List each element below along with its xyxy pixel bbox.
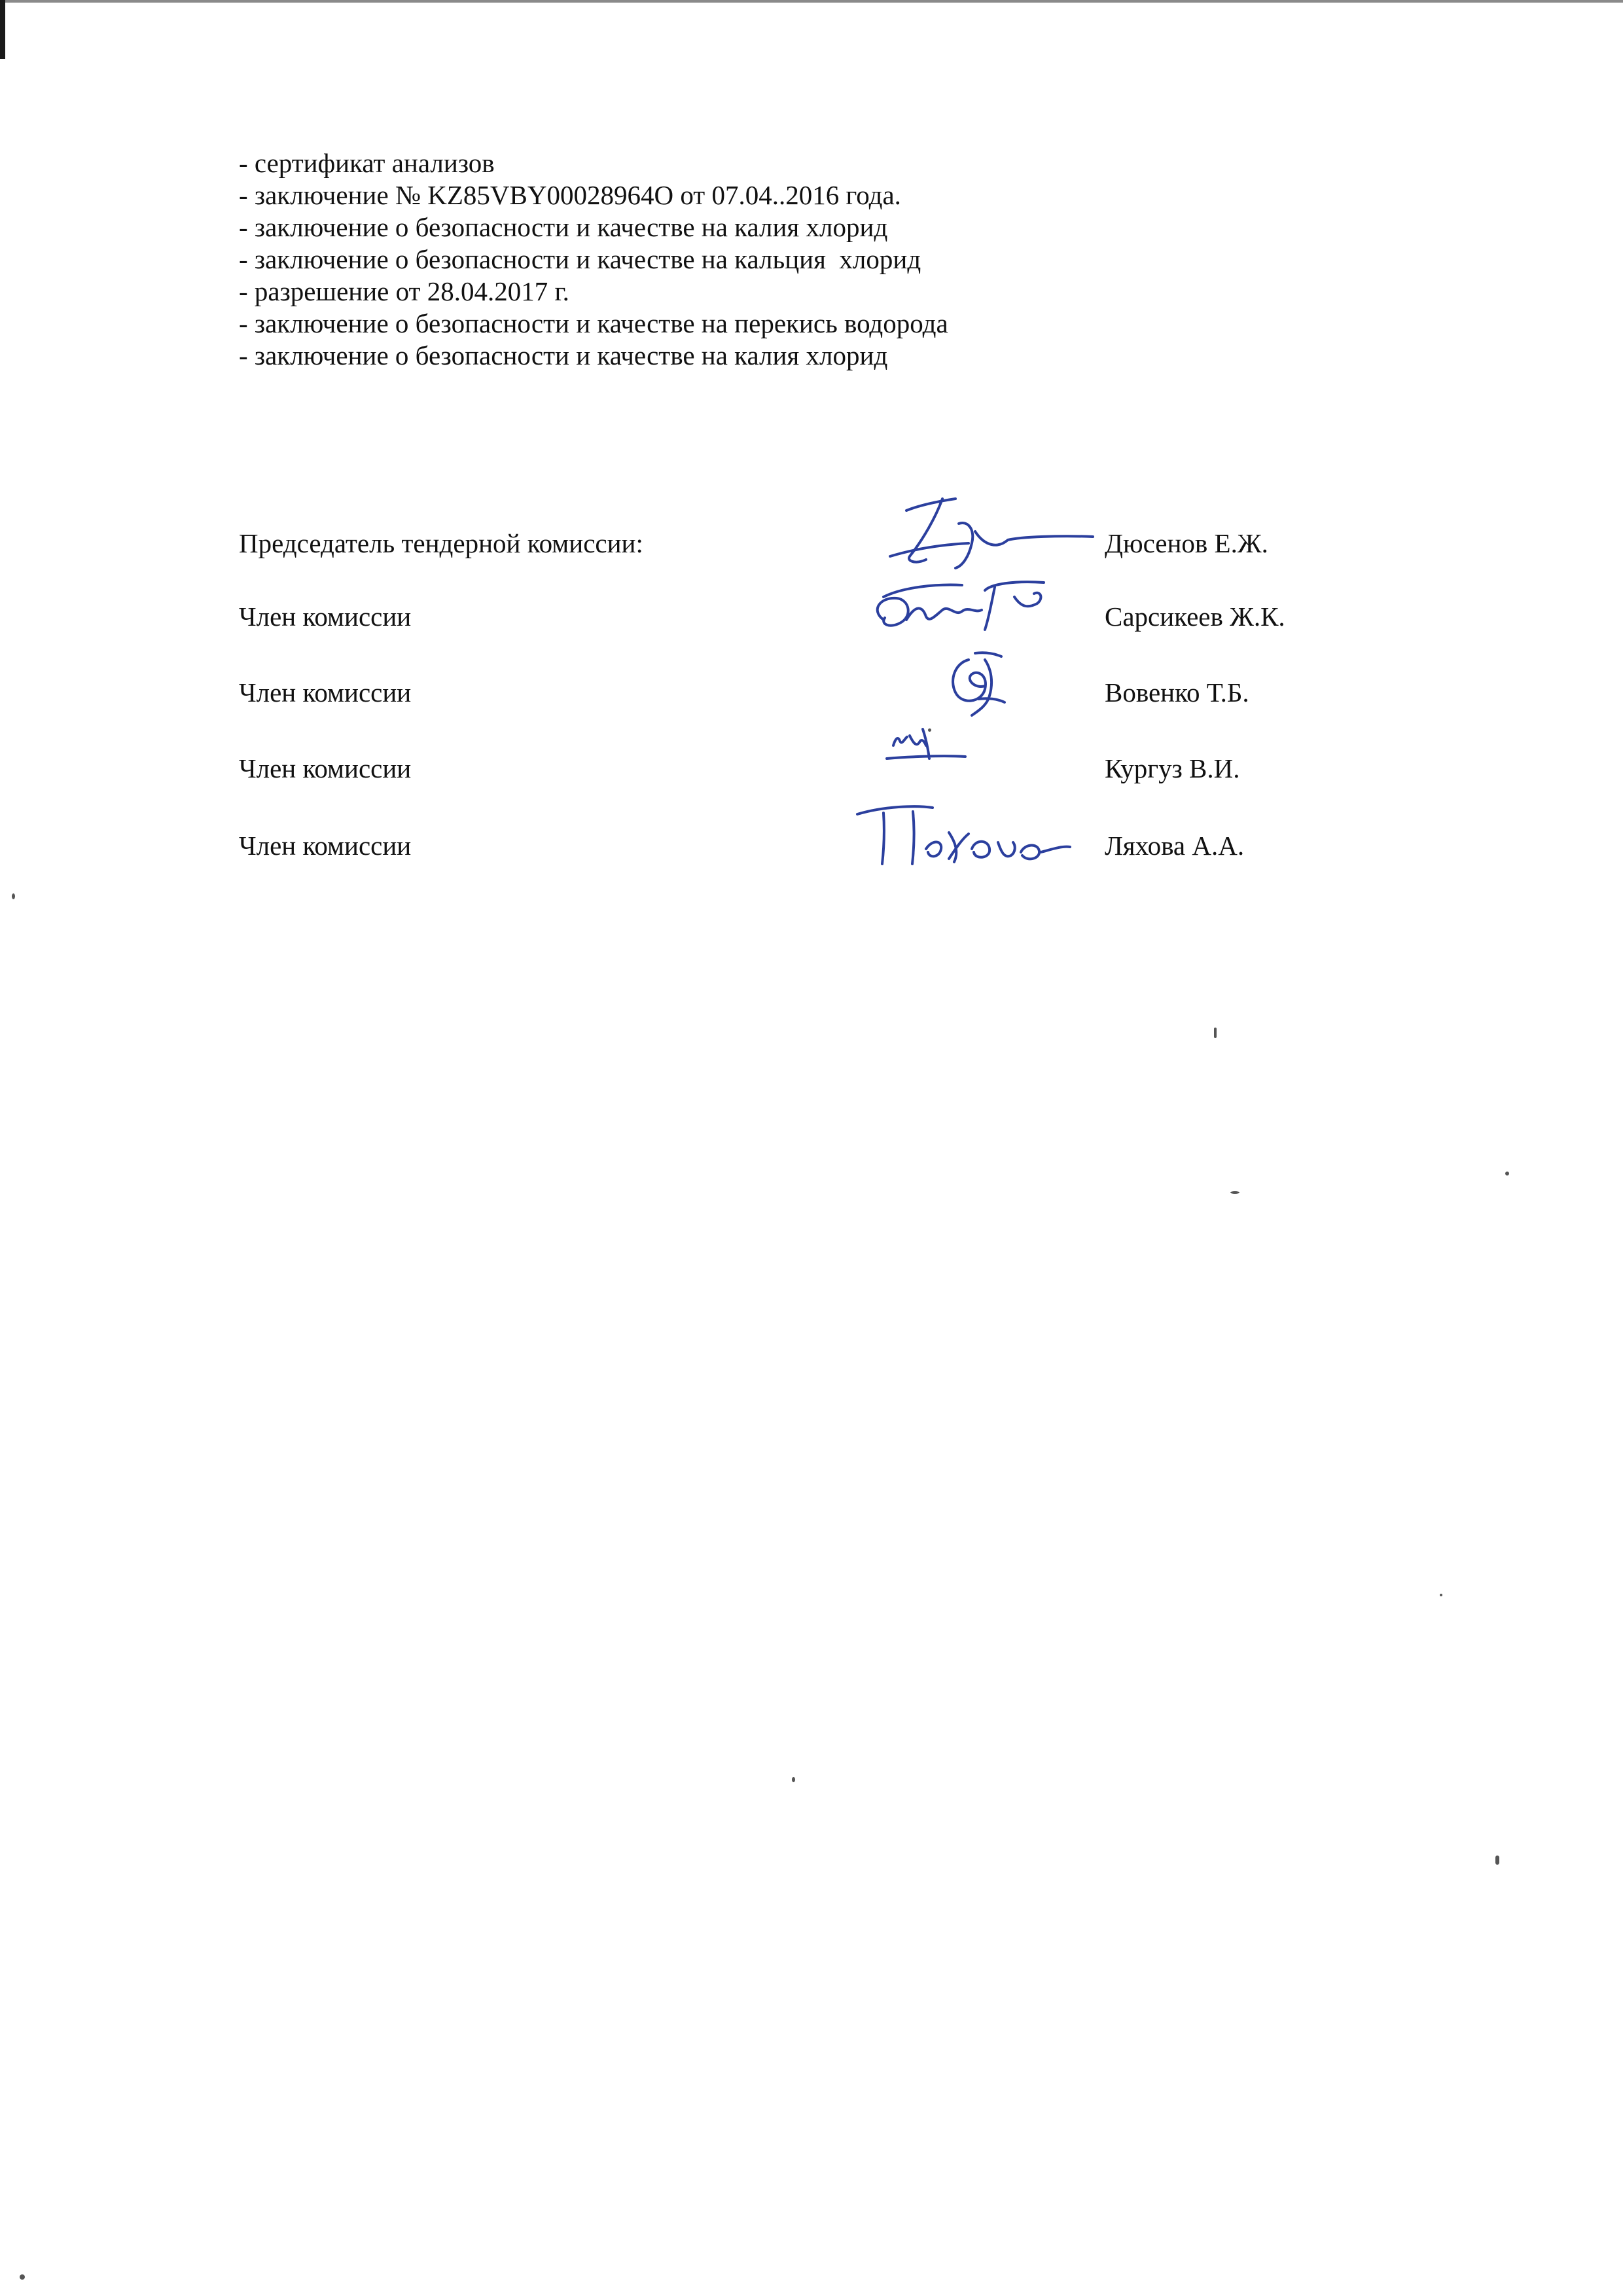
signature-name: Кургуз В.И.: [1105, 753, 1240, 783]
signature-name: Вовенко Т.Б.: [1105, 677, 1249, 708]
list-item: - заключение № KZ85VBY00028964O от 07.04..2016 года.: [239, 180, 901, 210]
list-item: - заключение о безопасности и качестве на перекись водорода: [239, 308, 948, 338]
signature-role: Член комиссии: [239, 753, 412, 783]
signature-name: Ляхова А.А.: [1105, 831, 1245, 861]
scan-speck: [20, 2274, 25, 2280]
signature-role: Председатель тендерной комиссии:: [239, 528, 643, 558]
signature-row-member: [0, 749, 1623, 795]
scan-speck: [1505, 1172, 1509, 1175]
list-item: - заключение о безопасности и качестве на кальция хлорид: [239, 244, 921, 274]
signature-row-chairman: [0, 524, 1623, 569]
signature-name: Дюсенов Е.Ж.: [1105, 528, 1268, 558]
signature-name: Сарсикеев Ж.К.: [1105, 601, 1285, 632]
scan-speck: [1214, 1028, 1217, 1038]
signature-row-member: [0, 826, 1623, 872]
list-item: - сертификат анализов: [239, 148, 495, 178]
document-list: [239, 147, 948, 372]
list-item: - заключение о безопасности и качестве на калия хлорид: [239, 340, 888, 370]
scan-edge-left: [0, 0, 5, 59]
scan-edge-top: [0, 0, 1623, 3]
signature-role: Член комиссии: [239, 831, 412, 861]
list-item: - заключение о безопасности и качестве на калия хлорид: [239, 212, 888, 242]
scan-speck: [1495, 1856, 1499, 1865]
scan-speck: [792, 1777, 795, 1782]
signature-row-member: [0, 597, 1623, 643]
signature-row-member: [0, 673, 1623, 719]
list-item: - разрешение от 28.04.2017 г.: [239, 276, 569, 306]
scan-speck: [1230, 1191, 1240, 1194]
scan-speck: [928, 728, 931, 732]
signature-role: Член комиссии: [239, 601, 412, 632]
scan-speck: [1440, 1594, 1442, 1596]
signature-role: Член комиссии: [239, 677, 412, 708]
handwritten-signature: [844, 787, 1106, 885]
scan-speck: [12, 893, 15, 899]
